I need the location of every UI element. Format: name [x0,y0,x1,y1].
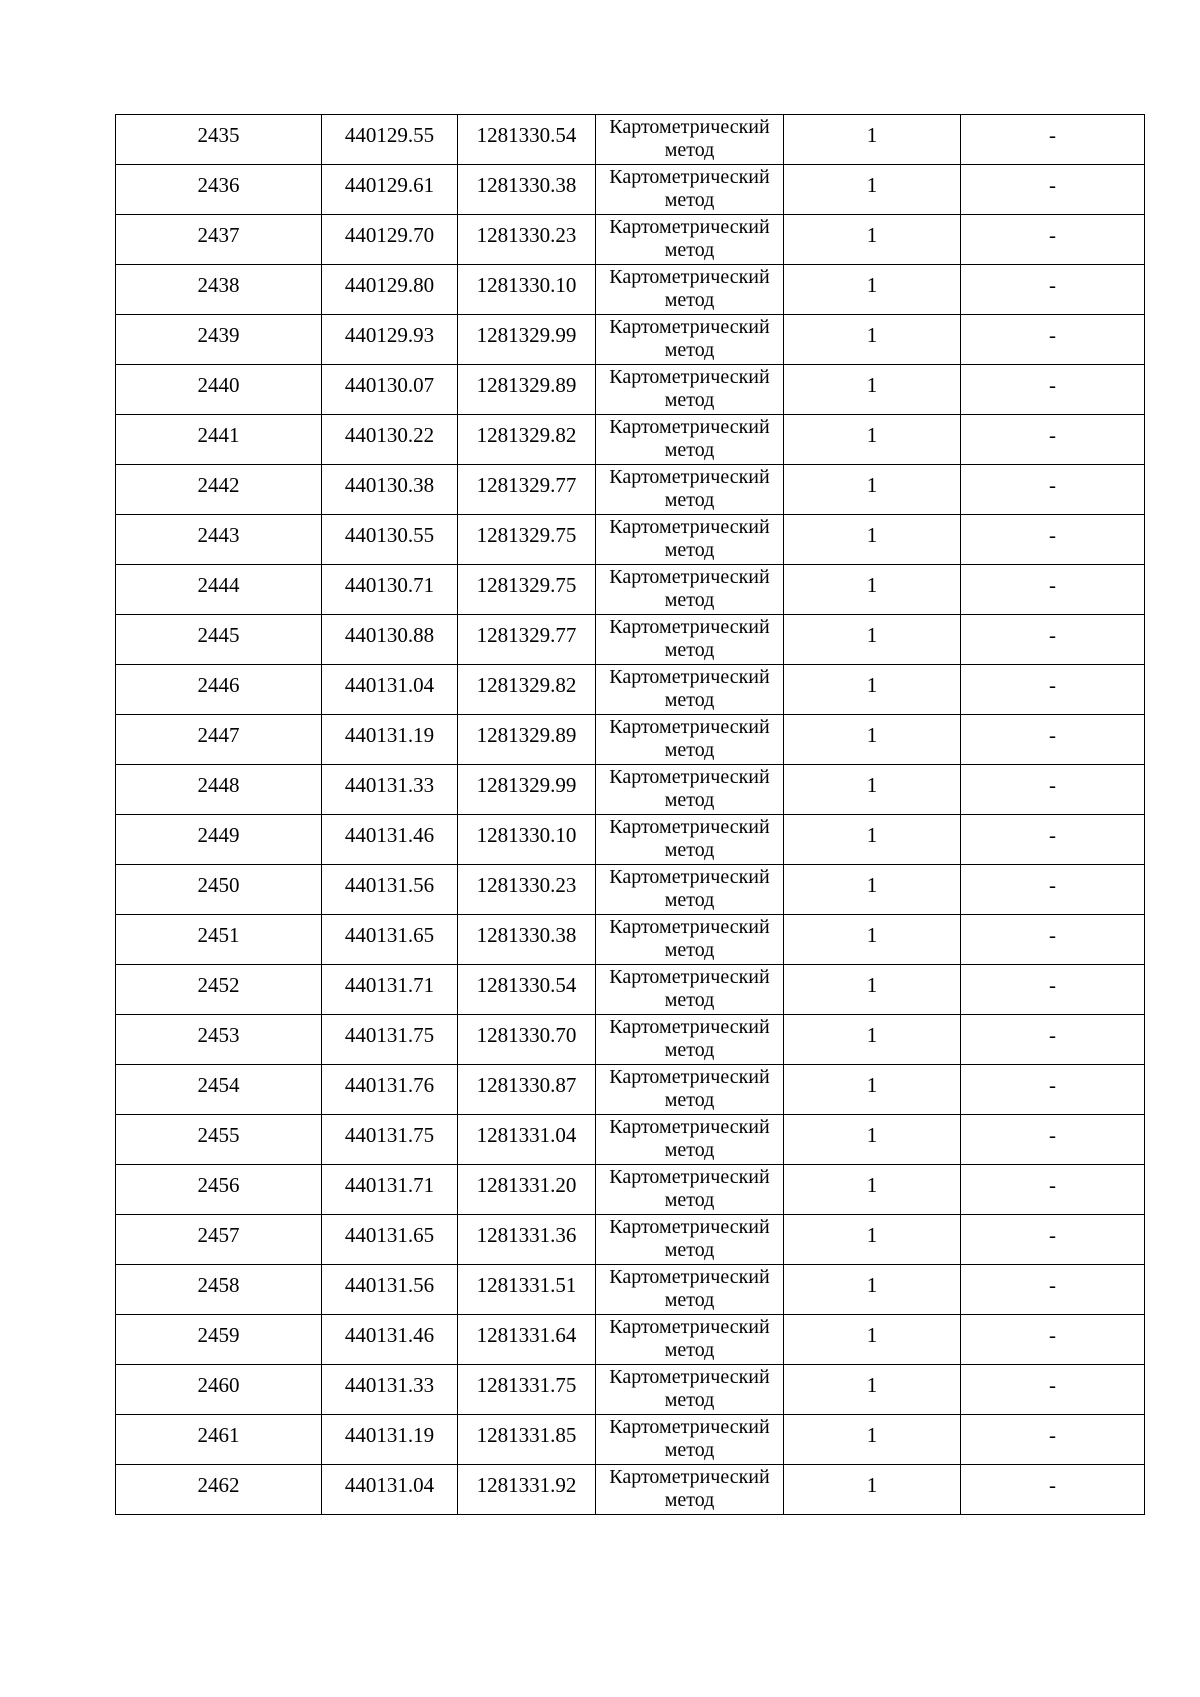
note-cell: - [961,1065,1145,1115]
table-row [116,615,1145,665]
note-cell: - [961,1215,1145,1265]
y-coordinate-cell: 1281329.99 [458,315,596,365]
point-number-cell: 2453 [116,1015,322,1065]
point-number-cell: 2454 [116,1065,322,1115]
x-coordinate-cell: 440131.65 [322,1215,458,1265]
accuracy-cell: 1 [784,1215,961,1265]
method-cell: Картометрический метод [596,515,784,565]
note-cell: - [961,765,1145,815]
method-cell: Картометрический метод [596,1115,784,1165]
y-coordinate-cell: 1281329.82 [458,415,596,465]
x-coordinate-cell: 440131.19 [322,1415,458,1465]
y-coordinate-cell: 1281331.51 [458,1265,596,1315]
table-row [116,765,1145,815]
table-row [116,815,1145,865]
y-coordinate-cell: 1281330.87 [458,1065,596,1115]
accuracy-cell: 1 [784,1015,961,1065]
accuracy-cell: 1 [784,1165,961,1215]
accuracy-cell: 1 [784,565,961,615]
note-cell: - [961,165,1145,215]
y-coordinate-cell: 1281330.70 [458,1015,596,1065]
y-coordinate-cell: 1281329.77 [458,615,596,665]
x-coordinate-cell: 440129.70 [322,215,458,265]
point-number-cell: 2450 [116,865,322,915]
table-row [116,165,1145,215]
x-coordinate-cell: 440129.55 [322,115,458,165]
accuracy-cell: 1 [784,165,961,215]
table-row [116,1265,1145,1315]
note-cell: - [961,865,1145,915]
y-coordinate-cell: 1281330.38 [458,165,596,215]
table-row [116,715,1145,765]
method-cell: Картометрический метод [596,765,784,815]
table-row [116,215,1145,265]
point-number-cell: 2462 [116,1465,322,1515]
accuracy-cell: 1 [784,265,961,315]
point-number-cell: 2458 [116,1265,322,1315]
table-row [116,1415,1145,1465]
x-coordinate-cell: 440131.76 [322,1065,458,1115]
note-cell: - [961,515,1145,565]
point-number-cell: 2435 [116,115,322,165]
y-coordinate-cell: 1281331.36 [458,1215,596,1265]
x-coordinate-cell: 440131.33 [322,1365,458,1415]
x-coordinate-cell: 440131.04 [322,1465,458,1515]
x-coordinate-cell: 440130.55 [322,515,458,565]
accuracy-cell: 1 [784,715,961,765]
y-coordinate-cell: 1281329.82 [458,665,596,715]
accuracy-cell: 1 [784,665,961,715]
y-coordinate-cell: 1281331.85 [458,1415,596,1465]
point-number-cell: 2449 [116,815,322,865]
note-cell: - [961,1465,1145,1515]
point-number-cell: 2456 [116,1165,322,1215]
x-coordinate-cell: 440130.88 [322,615,458,665]
method-cell: Картометрический метод [596,815,784,865]
note-cell: - [961,465,1145,515]
accuracy-cell: 1 [784,315,961,365]
accuracy-cell: 1 [784,865,961,915]
accuracy-cell: 1 [784,965,961,1015]
y-coordinate-cell: 1281330.10 [458,265,596,315]
y-coordinate-cell: 1281329.75 [458,515,596,565]
method-cell: Картометрический метод [596,715,784,765]
point-number-cell: 2452 [116,965,322,1015]
method-cell: Картометрический метод [596,1415,784,1465]
table-row [116,565,1145,615]
method-cell: Картометрический метод [596,1465,784,1515]
point-number-cell: 2460 [116,1365,322,1415]
table-row [116,665,1145,715]
accuracy-cell: 1 [784,1315,961,1365]
table-row [116,115,1145,165]
note-cell: - [961,365,1145,415]
x-coordinate-cell: 440131.56 [322,865,458,915]
accuracy-cell: 1 [784,1115,961,1165]
note-cell: - [961,1415,1145,1465]
point-number-cell: 2461 [116,1415,322,1465]
accuracy-cell: 1 [784,915,961,965]
note-cell: - [961,415,1145,465]
method-cell: Картометрический метод [596,1365,784,1415]
point-number-cell: 2439 [116,315,322,365]
point-number-cell: 2442 [116,465,322,515]
y-coordinate-cell: 1281329.75 [458,565,596,615]
x-coordinate-cell: 440129.61 [322,165,458,215]
point-number-cell: 2446 [116,665,322,715]
note-cell: - [961,315,1145,365]
x-coordinate-cell: 440131.19 [322,715,458,765]
note-cell: - [961,965,1145,1015]
accuracy-cell: 1 [784,515,961,565]
x-coordinate-cell: 440131.46 [322,1315,458,1365]
point-number-cell: 2451 [116,915,322,965]
method-cell: Картометрический метод [596,915,784,965]
y-coordinate-cell: 1281330.10 [458,815,596,865]
method-cell: Картометрический метод [596,115,784,165]
accuracy-cell: 1 [784,815,961,865]
table-row [116,1165,1145,1215]
method-cell: Картометрический метод [596,1315,784,1365]
method-cell: Картометрический метод [596,565,784,615]
note-cell: - [961,1365,1145,1415]
table-row [116,365,1145,415]
note-cell: - [961,265,1145,315]
y-coordinate-cell: 1281331.04 [458,1115,596,1165]
point-number-cell: 2443 [116,515,322,565]
y-coordinate-cell: 1281329.89 [458,715,596,765]
method-cell: Картометрический метод [596,1065,784,1115]
coordinates-table [115,114,1145,1515]
x-coordinate-cell: 440129.80 [322,265,458,315]
table-row [116,315,1145,365]
y-coordinate-cell: 1281329.89 [458,365,596,415]
method-cell: Картометрический метод [596,315,784,365]
note-cell: - [961,915,1145,965]
x-coordinate-cell: 440131.46 [322,815,458,865]
x-coordinate-cell: 440131.65 [322,915,458,965]
x-coordinate-cell: 440129.93 [322,315,458,365]
accuracy-cell: 1 [784,765,961,815]
x-coordinate-cell: 440130.71 [322,565,458,615]
y-coordinate-cell: 1281331.92 [458,1465,596,1515]
note-cell: - [961,1015,1145,1065]
method-cell: Картометрический метод [596,165,784,215]
note-cell: - [961,665,1145,715]
x-coordinate-cell: 440130.07 [322,365,458,415]
y-coordinate-cell: 1281331.64 [458,1315,596,1365]
point-number-cell: 2448 [116,765,322,815]
x-coordinate-cell: 440131.04 [322,665,458,715]
accuracy-cell: 1 [784,1365,961,1415]
table-row [116,1015,1145,1065]
x-coordinate-cell: 440131.33 [322,765,458,815]
y-coordinate-cell: 1281330.23 [458,215,596,265]
table-row [116,265,1145,315]
accuracy-cell: 1 [784,365,961,415]
table-row [116,965,1145,1015]
point-number-cell: 2445 [116,615,322,665]
point-number-cell: 2457 [116,1215,322,1265]
method-cell: Картометрический метод [596,965,784,1015]
note-cell: - [961,215,1145,265]
point-number-cell: 2444 [116,565,322,615]
y-coordinate-cell: 1281329.99 [458,765,596,815]
y-coordinate-cell: 1281329.77 [458,465,596,515]
method-cell: Картометрический метод [596,265,784,315]
point-number-cell: 2455 [116,1115,322,1165]
x-coordinate-cell: 440131.75 [322,1015,458,1065]
accuracy-cell: 1 [784,1465,961,1515]
note-cell: - [961,1315,1145,1365]
method-cell: Картометрический метод [596,465,784,515]
method-cell: Картометрический метод [596,415,784,465]
accuracy-cell: 1 [784,465,961,515]
x-coordinate-cell: 440131.71 [322,1165,458,1215]
point-number-cell: 2447 [116,715,322,765]
coordinates-table-body [116,115,1145,1515]
accuracy-cell: 1 [784,1265,961,1315]
note-cell: - [961,565,1145,615]
accuracy-cell: 1 [784,215,961,265]
y-coordinate-cell: 1281331.20 [458,1165,596,1215]
table-row [116,465,1145,515]
point-number-cell: 2441 [116,415,322,465]
x-coordinate-cell: 440130.38 [322,465,458,515]
method-cell: Картометрический метод [596,615,784,665]
method-cell: Картометрический метод [596,365,784,415]
note-cell: - [961,1115,1145,1165]
x-coordinate-cell: 440131.75 [322,1115,458,1165]
method-cell: Картометрический метод [596,1165,784,1215]
point-number-cell: 2459 [116,1315,322,1365]
note-cell: - [961,115,1145,165]
note-cell: - [961,715,1145,765]
y-coordinate-cell: 1281330.23 [458,865,596,915]
note-cell: - [961,1265,1145,1315]
table-row [116,1465,1145,1515]
x-coordinate-cell: 440131.71 [322,965,458,1015]
accuracy-cell: 1 [784,115,961,165]
accuracy-cell: 1 [784,615,961,665]
y-coordinate-cell: 1281331.75 [458,1365,596,1415]
table-row [116,515,1145,565]
point-number-cell: 2438 [116,265,322,315]
point-number-cell: 2440 [116,365,322,415]
note-cell: - [961,815,1145,865]
method-cell: Картометрический метод [596,665,784,715]
table-row [116,1065,1145,1115]
accuracy-cell: 1 [784,1065,961,1115]
method-cell: Картометрический метод [596,1215,784,1265]
table-row [116,1365,1145,1415]
table-row [116,415,1145,465]
x-coordinate-cell: 440130.22 [322,415,458,465]
method-cell: Картометрический метод [596,865,784,915]
y-coordinate-cell: 1281330.38 [458,915,596,965]
point-number-cell: 2436 [116,165,322,215]
y-coordinate-cell: 1281330.54 [458,965,596,1015]
table-row [116,865,1145,915]
accuracy-cell: 1 [784,1415,961,1465]
note-cell: - [961,615,1145,665]
table-row [116,915,1145,965]
method-cell: Картометрический метод [596,1015,784,1065]
note-cell: - [961,1165,1145,1215]
table-row [116,1315,1145,1365]
x-coordinate-cell: 440131.56 [322,1265,458,1315]
method-cell: Картометрический метод [596,215,784,265]
y-coordinate-cell: 1281330.54 [458,115,596,165]
table-row [116,1215,1145,1265]
table-row [116,1115,1145,1165]
method-cell: Картометрический метод [596,1265,784,1315]
accuracy-cell: 1 [784,415,961,465]
point-number-cell: 2437 [116,215,322,265]
